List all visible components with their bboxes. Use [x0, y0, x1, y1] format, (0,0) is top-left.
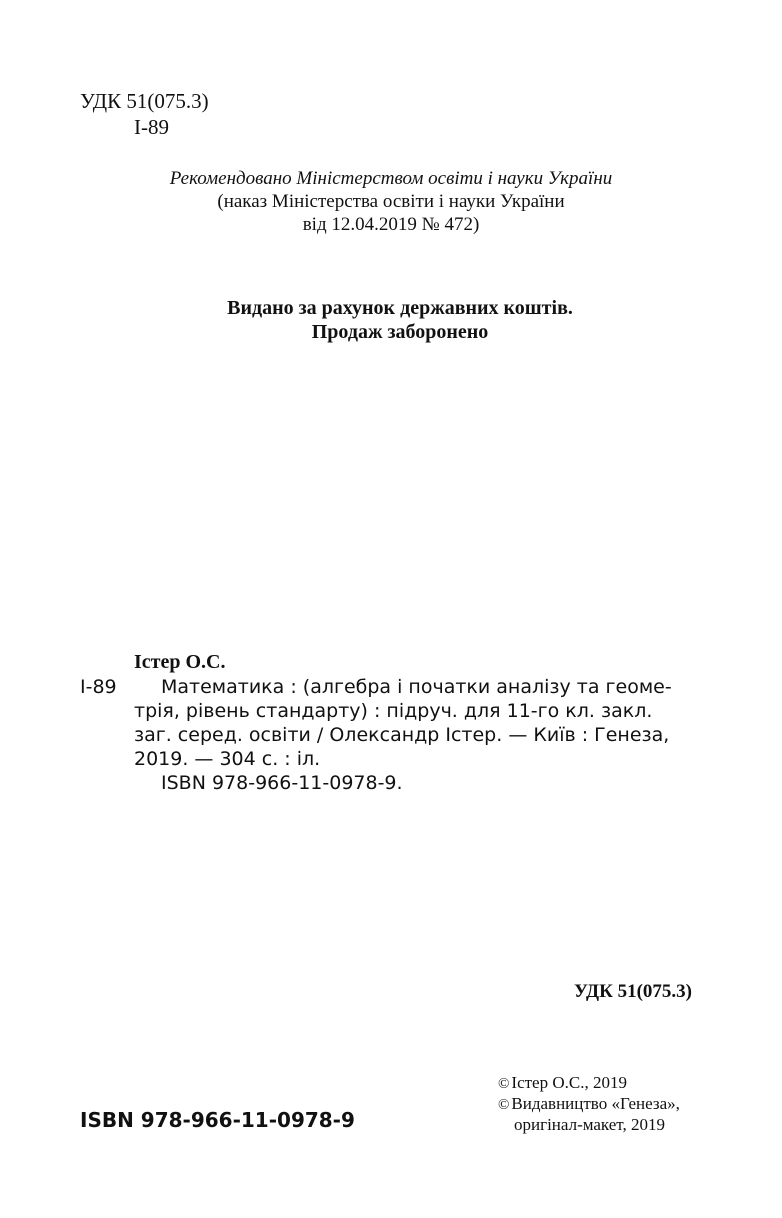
udk-header: УДК 51(075.3) [80, 89, 209, 113]
copyright-publisher: Видавництво «Генеза», [511, 1094, 680, 1113]
author-code-header: І-89 [134, 115, 169, 139]
notice-line-2: Продаж заборонено [311, 321, 489, 343]
bib-line-3: заг. серед. освіти / Олександр Істер. — Київ : Генеза, [134, 724, 670, 746]
recommendation-line-3: від 12.04.2019 № 472) [302, 214, 480, 235]
recommendation-line-2: (наказ Міністерства освіти і науки України [217, 191, 565, 212]
bib-author-code: І-89 [80, 676, 117, 698]
bib-isbn: ISBN 978-966-11-0978-9. [161, 772, 403, 794]
copyright-line-1 [498, 1072, 627, 1095]
bib-line-2: трія, рівень стандарту) : підруч. для 11-го кл. закл. [134, 700, 653, 722]
bib-line-4: 2019. — 304 с. : іл. [134, 748, 321, 770]
copyright-line-2 [498, 1093, 680, 1116]
copyright-symbol: © [498, 1097, 510, 1113]
notice-line-1: Видано за рахунок державних коштів. [227, 297, 573, 319]
bib-line-1: Математика : (алгебра і початки аналізу та геоме- [161, 676, 672, 698]
copyright-line-3: оригінал-макет, 2019 [514, 1115, 665, 1134]
recommendation-line-1: Рекомендовано Міністерством освіти і науки України [169, 168, 613, 189]
copyright-author: Істер О.С., 2019 [511, 1073, 627, 1092]
udk-footer: УДК 51(075.3) [573, 981, 692, 1002]
bib-author: Істер О.С. [134, 651, 226, 673]
copyright-symbol: © [498, 1076, 510, 1092]
isbn-footer: ISBN 978-966-11-0978-9 [80, 1108, 355, 1132]
